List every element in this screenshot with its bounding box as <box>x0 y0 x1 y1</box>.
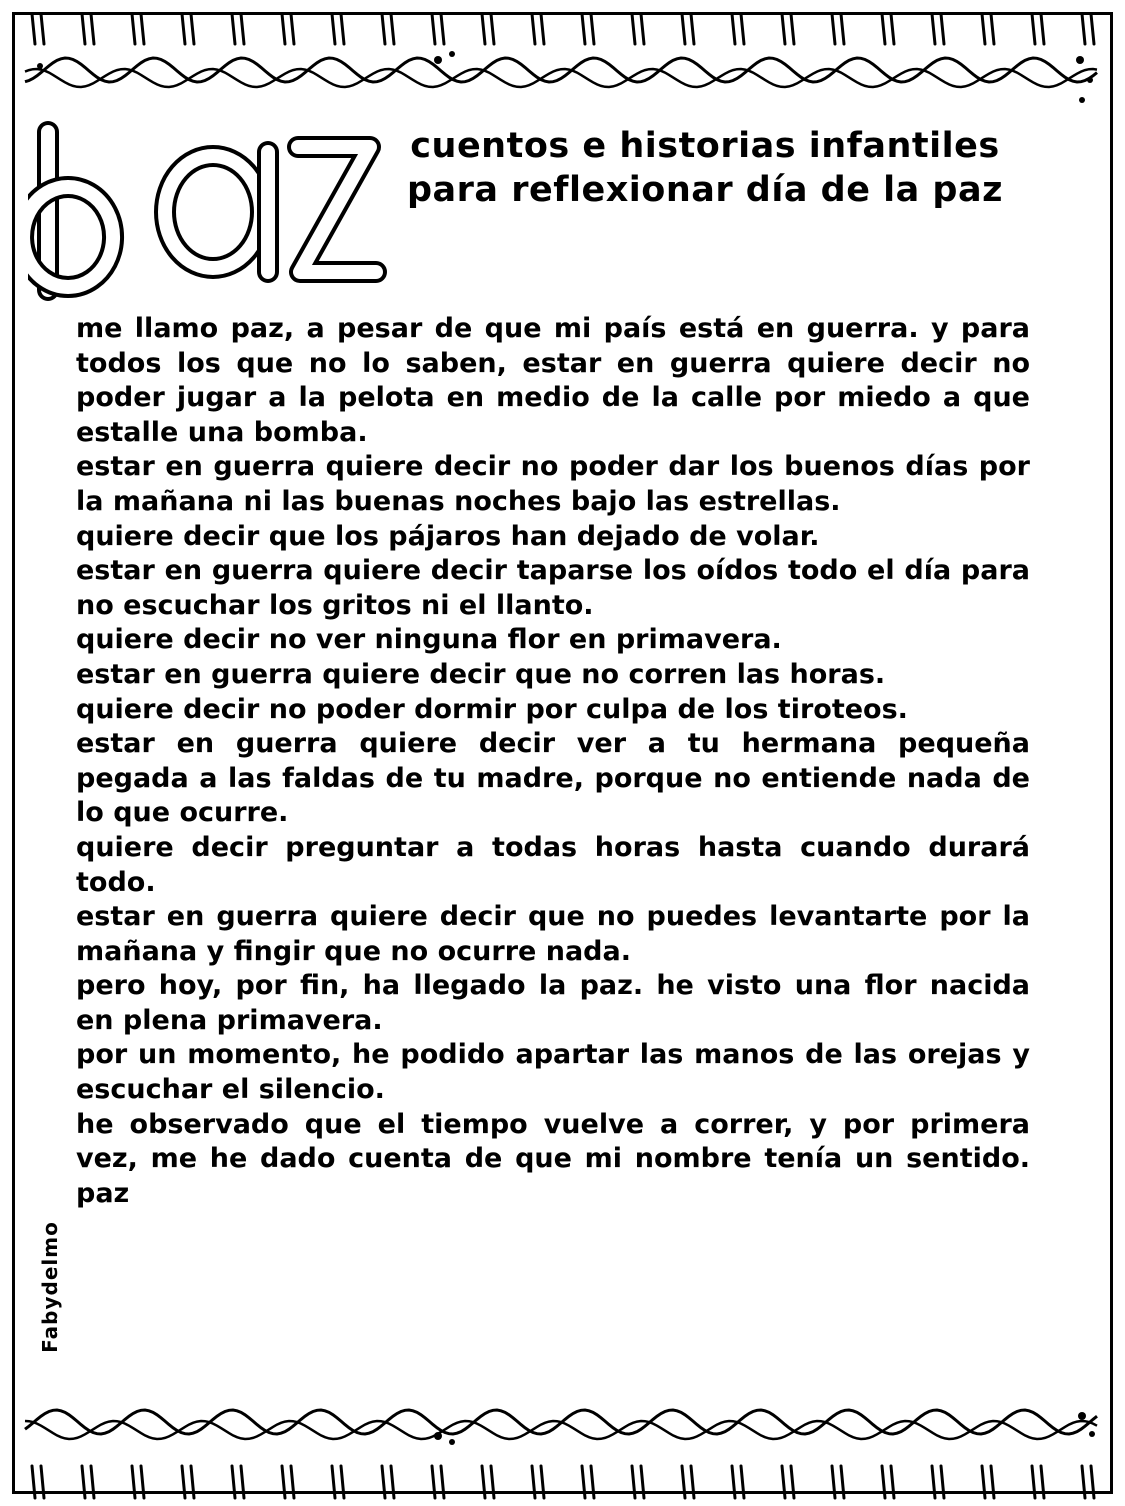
story-paragraph: he observado que el tiempo vuelve a correr, y por primera vez, me he dado cuenta de que mi nombre tenía un sentido. paz <box>76 1108 1030 1209</box>
story-paragraph: quiere decir que los pájaros han dejado de volar. <box>76 520 820 552</box>
story-paragraph: pero hoy, por fin, ha llegado la paz. he visto una flor nacida en plena primavera. <box>76 970 1030 1036</box>
story-paragraph: estar en guerra quiere decir que no corren las horas. <box>76 658 886 690</box>
story-paragraph: quiere decir preguntar a todas horas hasta cuando durará todo. <box>76 831 1030 898</box>
story-paragraph: estar en guerra quiere decir que no puedes levantarte por la mañana y fingir que no ocurre nada. <box>76 901 1030 967</box>
story-paragraph: por un momento, he podido apartar las manos de las orejas y escuchar el silencio. <box>76 1039 1030 1106</box>
story-text <box>76 312 1030 1211</box>
author-signature: Fabydelmo <box>38 1221 62 1353</box>
story-paragraph: quiere decir no poder dormir por culpa de los tiroteos. <box>76 693 908 725</box>
story-paragraph: estar en guerra quiere decir taparse los oídos todo el día para no escuchar los gritos ni el llanto. <box>76 555 1030 621</box>
story-paragraph: estar en guerra quiere decir ver a tu hermana pequeña pegada a las faldas de tu madre, porque no entiende nada de lo que ocurre. <box>76 728 1030 829</box>
paz-logo <box>28 112 388 302</box>
story-paragraph: me llamo paz, a pesar de que mi país está en guerra. y para todos los que no lo saben, estar en guerra quiere decir no poder jugar a la pelota en medio de la calle por miedo a que estalle una bomba. <box>76 313 1030 448</box>
page-title: cuentos e historias infantiles para reflexionar día de la paz <box>407 126 1003 210</box>
story-paragraph: quiere decir no ver ninguna flor en primavera. <box>76 624 782 656</box>
story-paragraph: estar en guerra quiere decir no poder dar los buenos días por la mañana ni las buenas noches bajo las estrellas. <box>76 451 1030 517</box>
